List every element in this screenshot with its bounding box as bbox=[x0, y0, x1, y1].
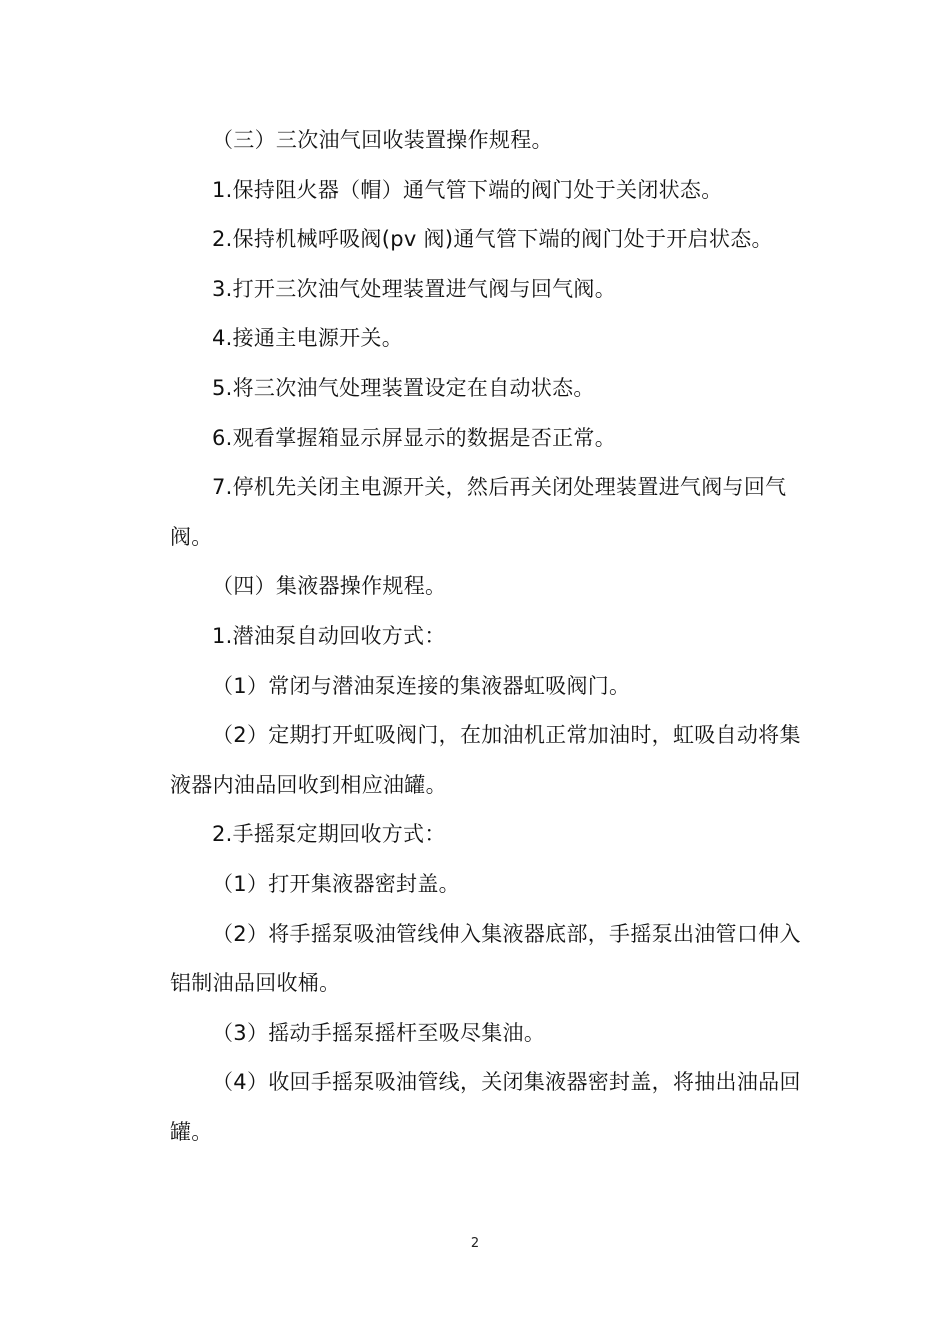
method-2-heading: 2.手摇泵定期回收方式： bbox=[212, 822, 446, 847]
method-2-step-3: （3）摇动手摇泵摇杆至吸尽集油。 bbox=[212, 1020, 546, 1045]
method-2-step-4: （4）收回手摇泵吸油管线，关闭集液器密封盖，将抽出油品回罐。 bbox=[170, 1070, 801, 1144]
step-2: 2.保持机械呼吸阀(pv 阀)通气管下端的阀门处于开启状态。 bbox=[212, 227, 773, 252]
method-1-heading: 1.潜油泵自动回收方式： bbox=[212, 623, 446, 648]
section-heading-4: （四）集液器操作规程。 bbox=[212, 574, 447, 599]
page-number: 2 bbox=[470, 1236, 480, 1251]
step-5: 5.将三次油气处理装置设定在自动状态。 bbox=[212, 375, 595, 400]
step-6: 6.观看掌握箱显示屏显示的数据是否正常。 bbox=[212, 425, 617, 450]
step-4: 4.接通主电源开关。 bbox=[212, 326, 404, 351]
method-1-step-1: （1）常闭与潜油泵连接的集液器虹吸阀门。 bbox=[212, 673, 631, 698]
section-heading-3: （三）三次油气回收装置操作规程。 bbox=[212, 128, 553, 152]
document-body bbox=[170, 116, 810, 1157]
step-3: 3.打开三次油气处理装置进气阀与回气阀。 bbox=[212, 276, 617, 301]
method-1-step-2: （2）定期打开虹吸阀门，在加油机正常加油时，虹吸自动将集液器内油品回收到相应油罐。 bbox=[170, 723, 801, 797]
method-2-step-1: （1）打开集液器密封盖。 bbox=[212, 871, 460, 896]
step-7: 7.停机先关闭主电源开关，然后再关闭处理装置进气阀与回气阀。 bbox=[170, 475, 787, 549]
step-1: 1.保持阻火器（帽）通气管下端的阀门处于关闭状态。 bbox=[212, 177, 723, 202]
method-2-step-2: （2）将手摇泵吸油管线伸入集液器底部，手摇泵出油管口伸入铝制油品回收桶。 bbox=[170, 921, 801, 996]
